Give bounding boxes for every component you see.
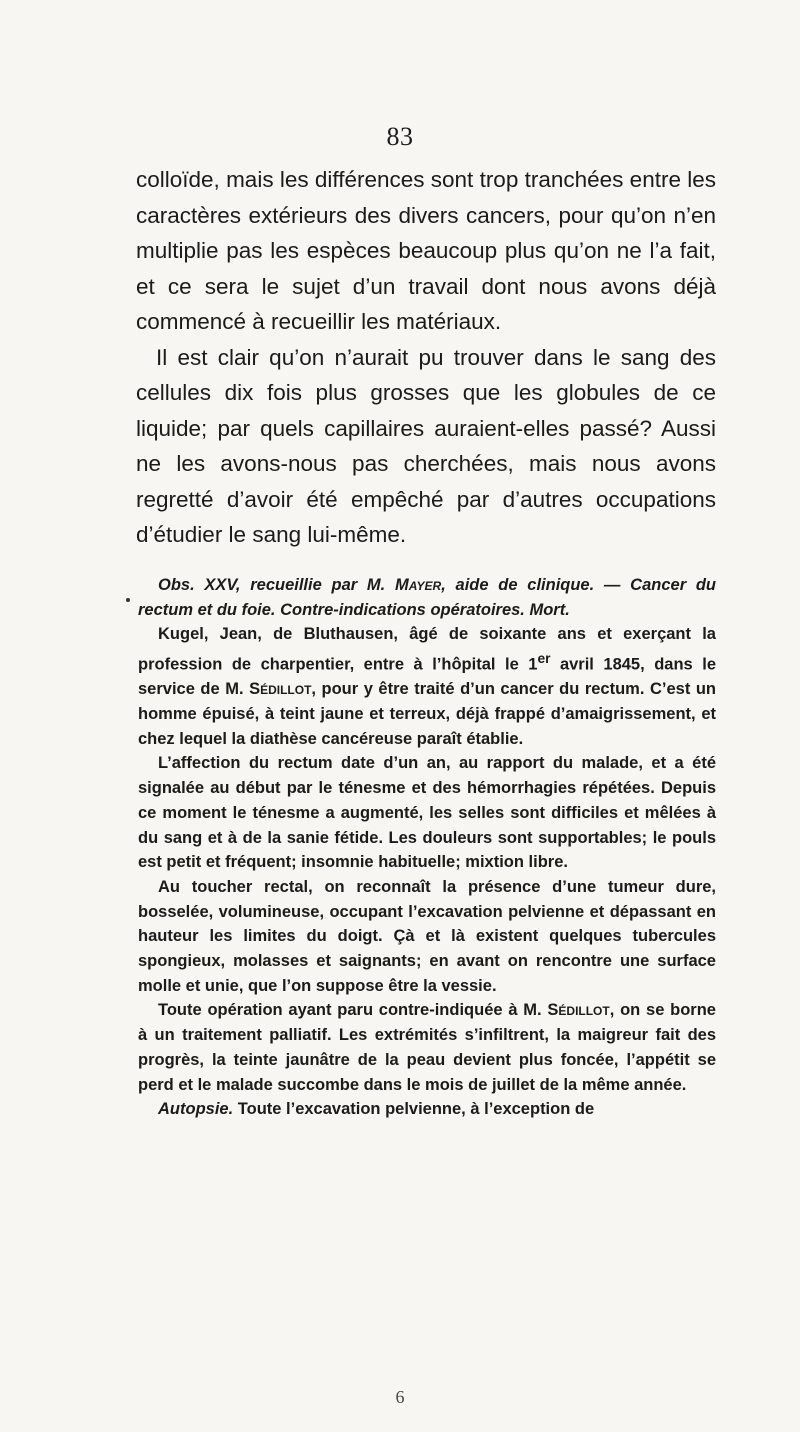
treatment-text-b: , on se borne à un traitement palliatif. Les extrémités s’infiltrent, la maigreur fait des progrès, la teinte jaunâtre de la peau devient plus foncée, l’appétit se perd et le malade succombe dans le mois de juillet de la même année. (138, 1001, 716, 1094)
observation-paragraph-autopsy (138, 1097, 716, 1122)
patient-text-a: Kugel, Jean, de Bluthausen, âgé de soixante ans et exerçant la profession de charpentier, entre à l’hôpital le 1 (138, 625, 716, 674)
treatment-text-a: Toute opération ayant paru contre-indiquée à M. (158, 1001, 548, 1020)
observation-paragraph-history: L’affection du rectum date d’un an, au rapport du malade, et a été signalée au début par le ténesme et des hémorrhagies répétées. Depuis ce moment le ténesme a augmenté, les selles sont difficiles et mêlées à du sang et à de la sanie fétide. Les douleurs sont supportables; le pouls est petit et fréquent; insomnie habituelle; mixtion libre. (138, 754, 716, 872)
autopsy-label: Autopsie. (158, 1100, 234, 1119)
main-text-block (136, 162, 716, 553)
paragraph-colloide: colloïde, mais les différences sont trop tranchées entre les caractères extérieurs des divers cancers, pour qu’on n’en multiplie pas les espèces beaucoup plus qu’on ne l’a fait, et ce sera le sujet d’un travail dont nous avons déjà commencé à recueillir les matériaux. (136, 167, 716, 334)
observation-block (138, 573, 716, 1122)
observer-name: Mayer (395, 576, 442, 594)
observation-title-end: , aide de clinique. — Cancer du rectum et du foie. Contre-indications opératoires. Mort. (138, 576, 717, 619)
signature-mark: 6 (395, 1387, 405, 1407)
observation-paragraph-patient (138, 622, 716, 751)
autopsy-text: Toute l’excavation pelvienne, à l’exception de (233, 1100, 595, 1119)
surgeon-name-2: Sédillot (547, 1001, 610, 1020)
observation-paragraph-treatment (138, 998, 716, 1097)
observation-title-start: Obs. XXV, recueillie par M. (158, 576, 395, 594)
ink-speck (126, 598, 130, 602)
observation-paragraph-exam: Au toucher rectal, on reconnaît la présence d’une tumeur dure, bosselée, volumineuse, occupant l’excavation pelvienne et dépassant en hauteur les limites du doigt. Çà et là existent quelques tubercules spongieux, molasses et saignants; en avant on rencontre une surface molle et unie, que l’on suppose être la vessie. (138, 877, 716, 995)
patient-text-b: avril 1845, dans le service de M. (138, 655, 716, 699)
ordinal-superscript: er (537, 651, 551, 667)
patient-text-c: , pour y être traité d’un cancer du rectum. C’est un homme épuisé, à teint jaune et terreux, déjà frappé d’amaigrissement, et chez lequel la diathèse cancéreuse paraît établie. (138, 680, 716, 748)
paragraph-sang: Il est clair qu’on n’aurait pu trouver dans le sang des cellules dix fois plus grosses que les globules de ce liquide; par quels capillaires auraient-elles passé? Aussi ne les avons-nous pas cherchées, mais nous avons regretté d’avoir été empêché par d’autres occupations d’étudier le sang lui-même. (136, 344, 716, 547)
observation-title (138, 573, 716, 622)
surgeon-name: Sédillot (249, 680, 312, 699)
page-number: 83 (386, 122, 414, 151)
